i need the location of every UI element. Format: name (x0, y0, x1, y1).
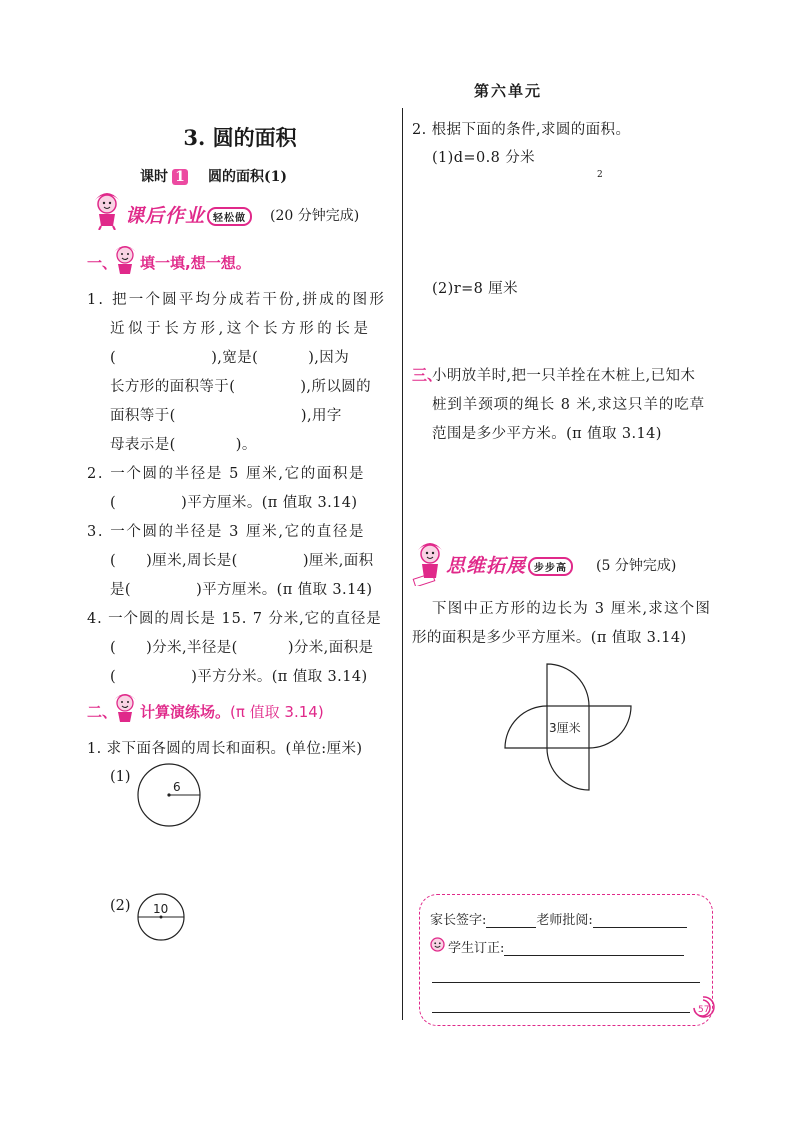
cartoon-kid-icon (108, 688, 142, 724)
fig1-value: 6 (173, 780, 181, 794)
q1-line-4: 长方形的面积等于( ),所以圆的 (110, 379, 372, 395)
smiley-face-icon (430, 937, 445, 952)
problem-line-2: 形的面积是多少平方厘米。(π 值取 3.14) (412, 630, 687, 646)
right-q2-b: (2)r=8 厘米 (432, 281, 519, 297)
cartoon-kid-icon (87, 186, 127, 230)
q3-line-1: 3. 一个圆的半径是 3 厘米,它的直径是 (87, 524, 366, 540)
q1-line-1: 1. 把一个圆平均分成若干份,拼成的图形 (87, 292, 387, 308)
section-1-label: 一、 (87, 254, 118, 272)
q2-line-1: 2. 一个圆的半径是 5 厘米,它的面积是 (87, 466, 366, 482)
fig2-value: 10 (153, 902, 169, 916)
student-correction-row (448, 937, 684, 956)
section-3-line-3: 范围是多少平方米。(π 值取 3.14) (432, 426, 662, 442)
q1-line-6: 母表示是( )。 (110, 437, 257, 453)
lesson-prefix: 课时 (140, 169, 168, 185)
section-3-line-1: 小明放羊时,把一只羊拴在木桩上,已知木 (432, 368, 696, 384)
cartoon-kid-icon (108, 240, 142, 276)
lesson-title: 3. 圆的面积 (183, 125, 297, 150)
student-correction-line-1[interactable] (504, 941, 684, 956)
q1-line-5: 面积等于( ),用字 (110, 408, 342, 424)
lesson-subtitle (140, 166, 287, 186)
homework-banner (125, 201, 252, 228)
section-3-label: 三、 (412, 366, 443, 384)
cartoon-kid-icon (410, 536, 450, 586)
parent-signature-row (430, 909, 687, 928)
section-2-title (140, 701, 324, 722)
q4-line-1: 4. 一个圆的周长是 15. 7 分米,它的直径是 (87, 611, 382, 627)
teacher-review-label: 老师批阅: (536, 913, 593, 928)
fig1-label: (1) (110, 769, 131, 785)
column-divider (402, 108, 403, 1020)
q2-line-2: ( )平方厘米。(π 值取 3.14) (110, 495, 358, 511)
fig2-label: (2) (110, 898, 131, 914)
page-number-badge (690, 994, 716, 1020)
unit-title: 第六单元 (474, 82, 543, 100)
lesson-number: 1 (172, 169, 188, 185)
q1-line-2: 近似于长方形,这个长方形的长是 (110, 321, 372, 337)
calc-q1: 1. 求下面各圆的周长和面积。(单位:厘米) (87, 741, 363, 757)
q4-line-3: ( )平方分米。(π 值取 3.14) (110, 669, 368, 685)
q3-line-3: 是( )平方厘米。(π 值取 3.14) (110, 582, 373, 598)
thinking-banner-text: 思维拓展 (446, 555, 527, 577)
right-q2-a: (1)d=0.8 分米 (432, 150, 536, 166)
student-correction-label: 学生订正: (448, 941, 505, 956)
section-2-label: 二、 (87, 703, 118, 721)
page-number: 57 (698, 1005, 710, 1015)
student-correction-line-2[interactable] (432, 982, 700, 983)
section-2-title-text: 计算演练场。 (140, 703, 231, 721)
stray-mark: 2 (597, 170, 603, 180)
homework-time: (20 分钟完成) (270, 208, 360, 224)
thinking-banner-tag: 步步高 (528, 557, 573, 576)
section-1-title: 填一填,想一想。 (140, 254, 251, 272)
thinking-banner (446, 551, 573, 578)
q1-line-3: ( ),宽是( ),因为 (110, 350, 350, 366)
right-q2-title: 2. 根据下面的条件,求圆的面积。 (412, 122, 631, 138)
q3-line-2: ( )厘米,周长是( )厘米,面积 (110, 553, 374, 569)
parent-signature-label: 家长签字: (430, 913, 487, 928)
problem-line-1: 下图中正方形的边长为 3 厘米,求这个图 (432, 601, 712, 617)
pinwheel-figure (500, 652, 640, 802)
student-correction-line-3[interactable] (432, 1012, 690, 1013)
homework-banner-text: 课后作业 (125, 205, 206, 227)
teacher-review-line[interactable] (593, 913, 687, 928)
homework-banner-tag: 轻松做 (207, 207, 252, 226)
circle-diameter-figure (136, 892, 186, 942)
thinking-time: (5 分钟完成) (596, 558, 677, 574)
section-2-note: (π 值取 3.14) (230, 703, 324, 721)
q4-line-2: ( )分米,半径是( )分米,面积是 (110, 640, 374, 656)
circle-radius-figure (134, 762, 204, 832)
lesson-name: 圆的面积(1) (208, 169, 287, 185)
parent-signature-line[interactable] (486, 913, 536, 928)
section-3-line-2: 桩到羊颈项的绳长 8 米,求这只羊的吃草 (432, 397, 706, 413)
square-side-label: 3厘米 (549, 721, 581, 735)
